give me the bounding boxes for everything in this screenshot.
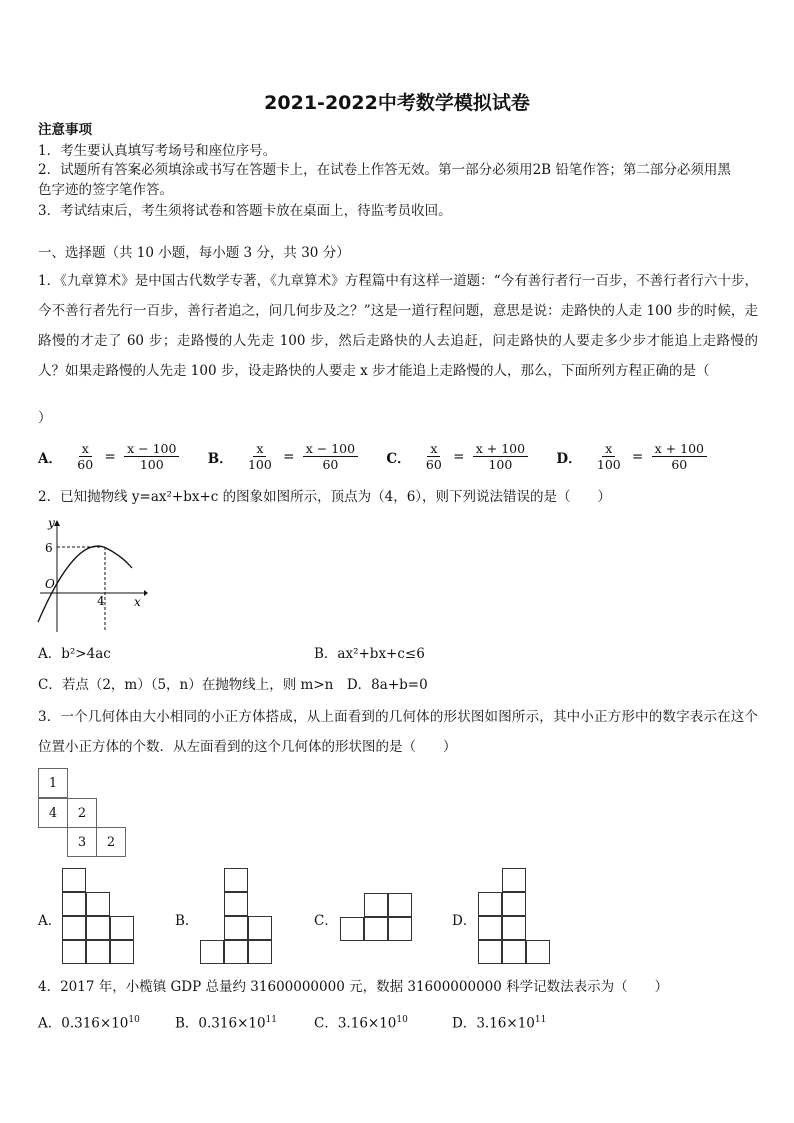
- y-axis-arrow: [54, 520, 60, 526]
- notes-item: 3．考试结束后，考生须将试卷和答题卡放在桌面上，待监考员收回。: [38, 203, 452, 219]
- notes-item: 1．考生要认真填写考场号和座位序号。: [38, 143, 277, 159]
- top-view-cell: 3: [67, 827, 97, 857]
- q4-option-a[interactable]: A．$0.316\times 10^{10}$: [38, 1015, 140, 1032]
- top-view-cell: 2: [67, 798, 97, 828]
- option-c[interactable]: C． $\frac{x}{60}$ = $\frac{x + 100}{100}$: [386, 441, 530, 472]
- option-a[interactable]: A． $\frac{x}{60}$ = $\frac{x - 100}{100}$: [38, 441, 181, 472]
- q3-option-c-label[interactable]: C．: [314, 913, 338, 929]
- top-view-figure: [38, 768, 130, 860]
- q3-option-c-figure[interactable]: [340, 893, 414, 943]
- origin-label: O: [45, 577, 55, 591]
- q3-option-a-label[interactable]: A．: [38, 913, 62, 929]
- section-heading: 一、选择题（共 10 小题，每小题 3 分，共 30 分）: [38, 245, 350, 261]
- q3-option-d-label[interactable]: D．: [452, 913, 477, 929]
- vertex-x-label: 4: [97, 594, 105, 608]
- q3-option-b-label[interactable]: B．: [175, 913, 199, 929]
- top-view-cell: 4: [38, 798, 68, 828]
- notes-item: 色字迹的签字笔作答。: [38, 182, 173, 198]
- notes-heading: 注意事项: [38, 122, 92, 138]
- q4-option-b[interactable]: B．$0.316\times 10^{11}$: [175, 1015, 278, 1032]
- vertex-y-label: 6: [45, 541, 53, 555]
- q4-option-d[interactable]: D．$3.16\times 10^{11}$: [452, 1015, 547, 1032]
- question-2-option-b[interactable]: B．ax²+bx+c≤6: [314, 646, 425, 662]
- q3-option-a-figure[interactable]: [62, 868, 136, 968]
- question-4-text: 4．2017 年，小榄镇 GDP 总量约 31600000000 元，数据 31600000000 科学记数法表示为（ ）: [38, 979, 669, 995]
- y-axis-label: y: [48, 516, 55, 530]
- option-b[interactable]: B． $\frac{x}{100}$ = $\frac{x - 100}{60}$: [208, 441, 360, 472]
- q3-option-b-figure[interactable]: [200, 868, 274, 968]
- question-2-option-cd[interactable]: C．若点（2，m）（5，n）在抛物线上，则 m>n D．8a+b=0: [38, 677, 428, 693]
- question-3-text: 3．一个几何体由大小相同的小正方体搭成，从上面看到的几何体的形状图如图所示，其中小正方形中的数字表示在这个位置小正方体的个数．从左面看到的这个几何体的形状图的是（ ）: [38, 709, 758, 755]
- question-2-text: 2．已知抛物线 y=ax²+bx+c 的图象如图所示，顶点为（4，6），则下列说法错误的是（ ）: [38, 489, 612, 505]
- x-axis-label: x: [134, 595, 141, 609]
- question-1-close: ）: [38, 410, 52, 426]
- x-axis-arrow: [144, 590, 148, 596]
- parabola-graph: [36, 514, 148, 634]
- question-1-text: 1．《九章算术》是中国古代数学专著，《九章算术》方程篇中有这样一道题：“今有善行者行一百步，不善行者行六十步，今不善行者先行一百步，善行者追之，问几何步及之？”这是一道行程问题，意思是说：走路快的人走 100 步的时候，走路慢的才走了 60 步；走路慢的人先走 100 步，然后走路快的人去追赶，问走路快的人要走多少步才能追上走路慢的人？如果走路慢的人先走 100 步，设走路快的人要走 x 步才能追上走路慢的人，那么，下面所列方程正确的是（: [38, 273, 758, 379]
- option-d[interactable]: D． $\frac{x}{100}$ = $\frac{x + 100}{60}$: [556, 441, 709, 472]
- page-title: 2021-2022中考数学模拟试卷: [264, 92, 530, 114]
- top-view-cell: 1: [38, 768, 68, 798]
- top-view-cell: 2: [96, 827, 126, 857]
- question-1-options: [38, 441, 731, 472]
- notes-item: 2．试题所有答案必须填涂或书写在答题卡上，在试卷上作答无效。第一部分必须用2B 铅笔作答；第二部分必须用黑: [38, 162, 731, 178]
- q3-option-d-figure[interactable]: [478, 868, 552, 968]
- question-2-option-a[interactable]: A．b²>4ac: [38, 646, 111, 662]
- q4-option-c[interactable]: C．$3.16\times 10^{10}$: [314, 1015, 408, 1032]
